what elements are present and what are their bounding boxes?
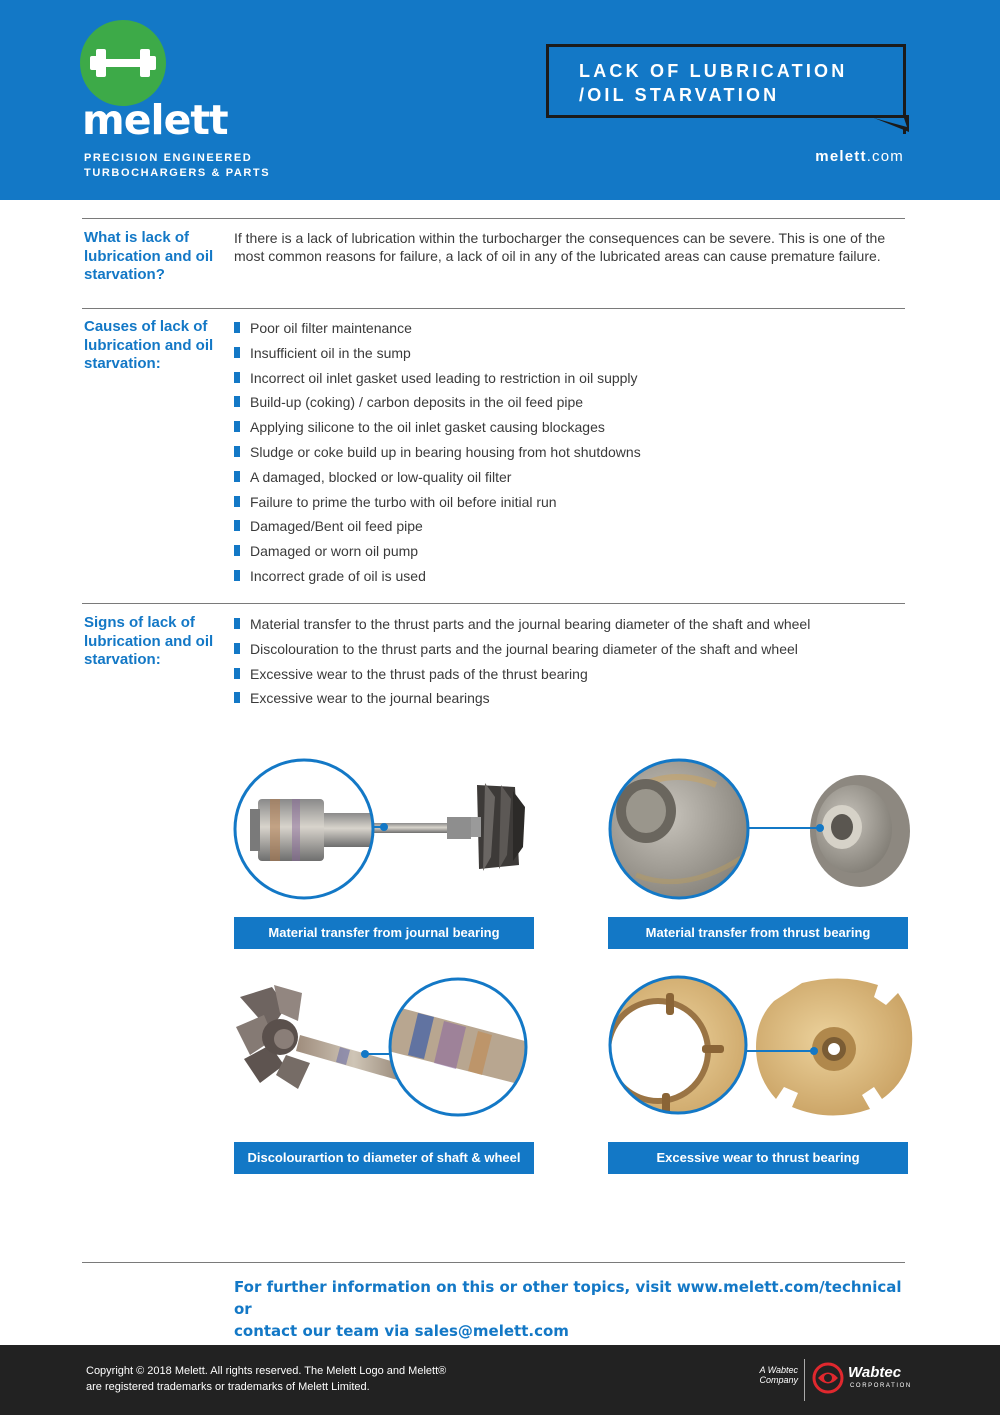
list-item xyxy=(234,418,641,443)
list-item-text: Damaged or worn oil pump xyxy=(250,543,419,560)
list-item-text: Applying silicone to the oil inlet gasket causing blockages xyxy=(250,419,605,436)
bullet-square-icon xyxy=(234,692,240,703)
list-item xyxy=(234,615,810,640)
list-item-text: Damaged/Bent oil feed pipe xyxy=(250,518,423,535)
list-item xyxy=(234,468,641,493)
list-item-text: Failure to prime the turbo with oil before initial run xyxy=(250,493,557,510)
wabtec-logo-icon xyxy=(812,1361,844,1395)
bullet-square-icon xyxy=(234,570,240,581)
dumbbell-icon xyxy=(80,20,166,106)
list-item-text: Sludge or coke build up in bearing housing from hot shutdowns xyxy=(250,443,641,460)
footer-bar xyxy=(0,1345,1000,1415)
speech-tail-icon xyxy=(874,115,914,135)
list-item-text: Insufficient oil in the sump xyxy=(250,344,411,361)
section-title-causes: Causes of lack of lubrication and oil starvation: xyxy=(84,318,214,372)
list-item-text: Poor oil filter maintenance xyxy=(250,320,412,336)
list-item-text: Material transfer to the thrust parts and the journal bearing diameter of the shaft and wheel xyxy=(250,616,811,632)
bullet-square-icon xyxy=(234,545,240,556)
bullet-square-icon xyxy=(234,668,240,679)
list-item xyxy=(234,319,641,344)
bullet-square-icon xyxy=(234,618,240,629)
bullet-square-icon xyxy=(234,643,240,654)
figure-thrust-bearing-image xyxy=(606,755,912,905)
wabtec-name: Wabtec xyxy=(848,1364,902,1381)
signs-list xyxy=(234,615,810,714)
contact-cta-line-1[interactable]: For further information on this or other topics, visit www.melett.com/technical or xyxy=(234,1278,902,1318)
copyright-line-2: are registered trademarks or trademarks of Melett Limited. xyxy=(86,1381,370,1393)
section-divider xyxy=(82,218,905,219)
site-url-bold: melett xyxy=(815,148,867,165)
figure-thrust-wear-image xyxy=(606,975,918,1125)
section-body-what: If there is a lack of lubrication within the turbocharger the consequences can be severe. This is one of the most common reasons for failure, a lack of oil in any of the lubricated areas can cause premature failure. xyxy=(234,230,886,264)
section-title-what: What is lack of lubrication and oil starvation? xyxy=(84,229,214,283)
figure-caption-1: Material transfer from journal bearing xyxy=(234,917,534,949)
list-item-text: Incorrect oil inlet gasket used leading to restriction in oil supply xyxy=(250,369,638,386)
section-divider xyxy=(82,603,905,604)
bullet-square-icon xyxy=(234,520,240,531)
section-title-signs: Signs of lack of lubrication and oil starvation: xyxy=(84,614,214,668)
wabtec-a-label: A Wabtec xyxy=(759,1365,798,1375)
list-item xyxy=(234,640,810,665)
bullet-square-icon xyxy=(234,322,240,333)
tagline-line-1: PRECISION ENGINEERED xyxy=(84,152,253,164)
list-item xyxy=(234,517,641,542)
page-title-line-1: LACK OF LUBRICATION xyxy=(579,61,848,81)
causes-list xyxy=(234,319,641,592)
bullet-square-icon xyxy=(234,421,240,432)
list-item xyxy=(234,567,641,592)
list-item xyxy=(234,665,810,690)
list-item xyxy=(234,493,641,518)
header xyxy=(0,0,1000,200)
bullet-square-icon xyxy=(234,347,240,358)
tagline-line-2: TURBOCHARGERS & PARTS xyxy=(84,167,271,179)
footer-divider xyxy=(82,1262,905,1263)
site-url-tld: .com xyxy=(866,148,904,165)
list-item xyxy=(234,443,641,468)
list-item-text: Discolouration to the thrust parts and the journal bearing diameter of the shaft and wheel xyxy=(250,640,798,657)
contact-cta xyxy=(234,1276,914,1342)
section-divider xyxy=(82,308,905,309)
figure-discolouration-image xyxy=(230,975,542,1125)
contact-cta-line-2[interactable]: contact our team via sales@melett.com xyxy=(234,1322,569,1340)
tagline xyxy=(84,151,270,181)
copyright-text xyxy=(86,1363,446,1395)
site-url[interactable] xyxy=(815,148,904,165)
list-item xyxy=(234,542,641,567)
figure-journal-bearing-image xyxy=(232,755,542,905)
list-item-text: Build-up (coking) / carbon deposits in the oil feed pipe xyxy=(250,394,584,411)
list-item xyxy=(234,393,641,418)
page-title xyxy=(579,59,847,107)
bullet-square-icon xyxy=(234,396,240,407)
title-speech-box xyxy=(546,44,906,118)
list-item xyxy=(234,369,641,394)
bullet-square-icon xyxy=(234,496,240,507)
copyright-line-1: Copyright © 2018 Melett. All rights reserved. The Melett Logo and Melett® xyxy=(86,1365,447,1377)
list-item-text: A damaged, blocked or low-quality oil filter xyxy=(250,468,512,485)
melett-logo-icon xyxy=(80,20,166,106)
bullet-square-icon xyxy=(234,471,240,482)
figure-caption-3: Discolourartion to diameter of shaft & wheel xyxy=(234,1142,534,1174)
list-item-text: Excessive wear to the journal bearings xyxy=(250,690,490,707)
bullet-square-icon xyxy=(234,372,240,383)
figure-caption-4: Excessive wear to thrust bearing xyxy=(608,1142,908,1174)
page-title-line-2: /OIL STARVATION xyxy=(579,85,780,105)
logo-wordmark: melett xyxy=(82,96,228,144)
bullet-square-icon xyxy=(234,446,240,457)
wabtec-divider xyxy=(804,1359,805,1401)
wabtec-corporation: CORPORATION xyxy=(850,1383,912,1389)
list-item-text: Incorrect grade of oil is used xyxy=(250,567,426,584)
list-item xyxy=(234,689,810,714)
figure-caption-2: Material transfer from thrust bearing xyxy=(608,917,908,949)
list-item xyxy=(234,344,641,369)
wabtec-company-label xyxy=(752,1365,798,1385)
wabtec-company-word: Company xyxy=(759,1375,798,1385)
list-item-text: Excessive wear to the thrust pads of the thrust bearing xyxy=(250,665,588,682)
